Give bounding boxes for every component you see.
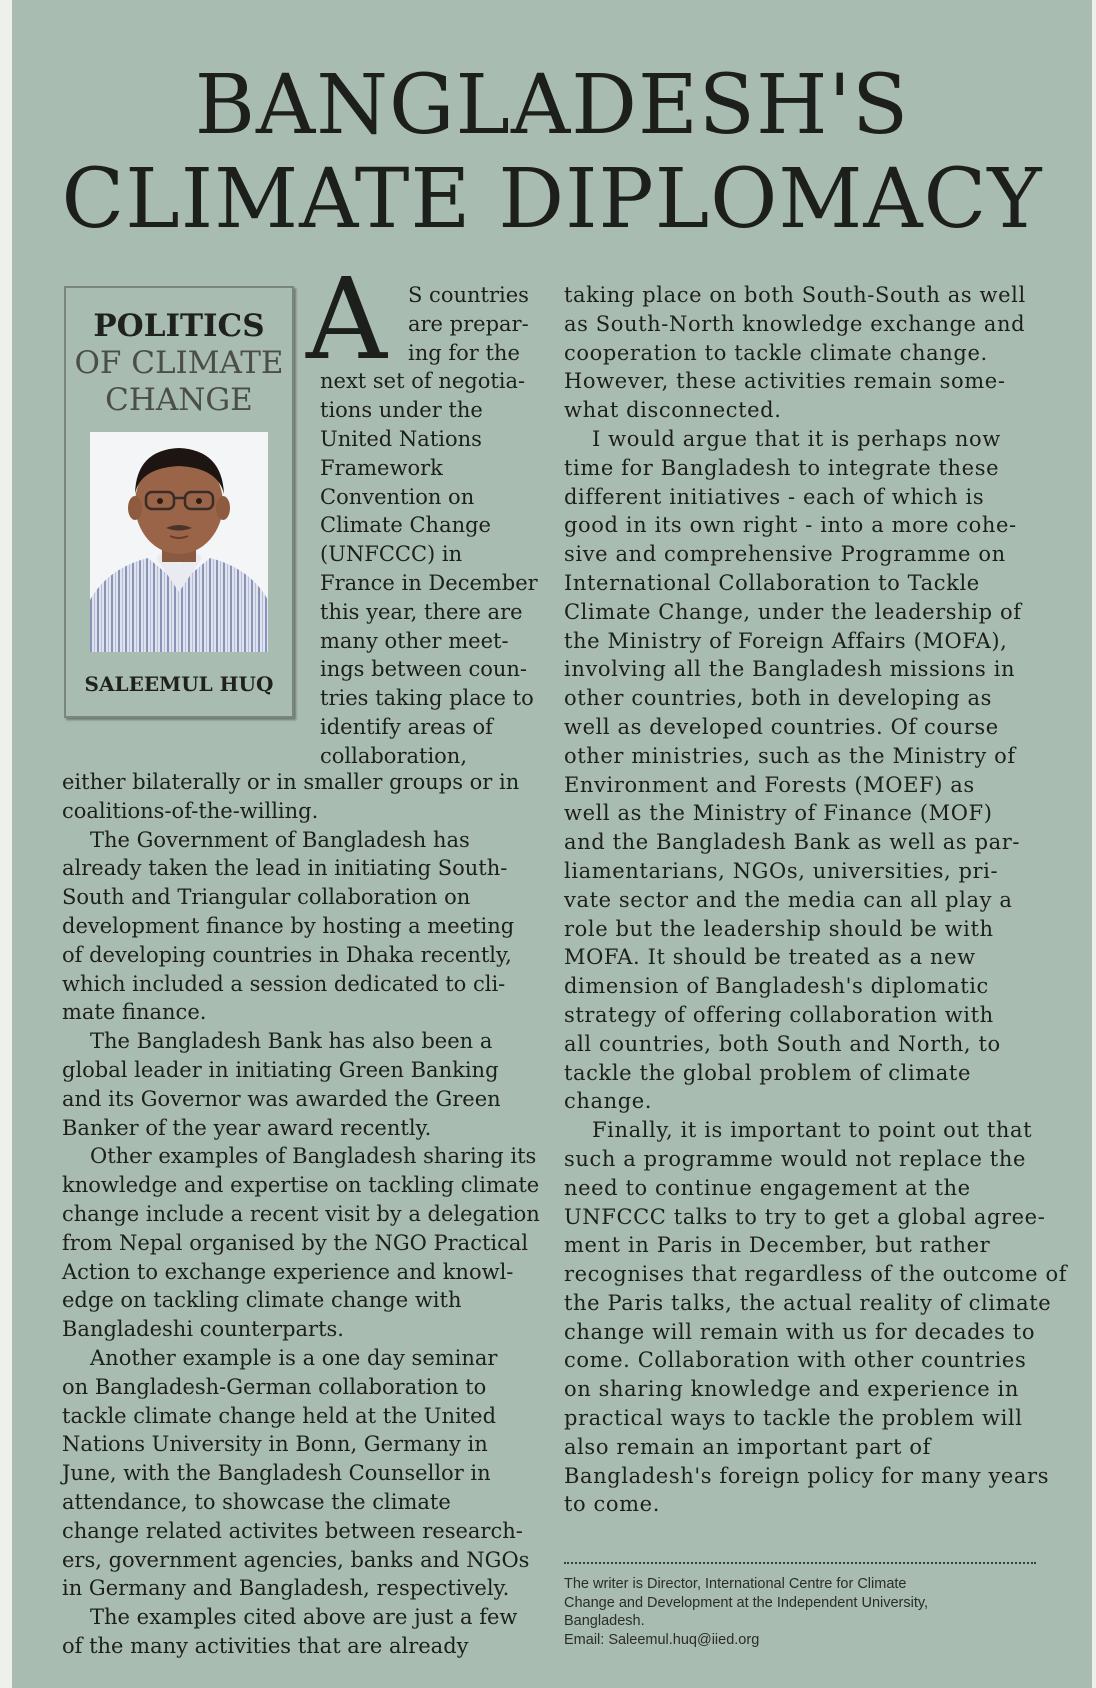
text-line: France in December — [320, 570, 538, 595]
text-line: The writer is Director, International Centre for Climate — [564, 1576, 907, 1592]
article-column-c — [564, 281, 1074, 1519]
text-line: (UNFCCC) in — [320, 542, 463, 567]
text-line: Convention on — [320, 484, 475, 509]
text-line: collaboration, — [320, 743, 467, 768]
text-line: I would argue that it is perhaps now — [592, 426, 1001, 451]
text-line: as South-North knowledge exchange and — [564, 311, 1026, 336]
text-line: come. Collaboration with other countries — [564, 1348, 1027, 1373]
text-line: well as the Ministry of Finance (MOF) — [564, 801, 993, 826]
text-line: Finally, it is important to point out that — [592, 1118, 1033, 1143]
text-line: change include a recent visit by a delegation — [62, 1201, 540, 1226]
text-line: knowledge and expertise on tackling climate — [62, 1173, 540, 1198]
text-line: dimension of Bangladesh's diplomatic — [564, 974, 989, 999]
footnote-divider — [564, 1562, 1036, 1564]
text-line: good in its own right - into a more cohe- — [564, 513, 1017, 538]
text-line: recognises that regardless of the outcome of — [564, 1262, 1068, 1287]
text-line: vate sector and the media can all play a — [564, 887, 1013, 912]
text-line: Change and Development at the Independent University, — [564, 1594, 929, 1611]
text-line: tackle climate change held at the United — [62, 1403, 497, 1428]
text-line: sive and comprehensive Programme on — [564, 542, 1006, 567]
text-line: Environment and Forests (MOEF) as — [564, 772, 975, 797]
text-line: Climate Change — [320, 513, 491, 538]
text-line: also remain an important part of — [564, 1434, 931, 1459]
text-line: The Government of Bangladesh has — [90, 827, 470, 852]
text-line: practical ways to tackle the problem will — [564, 1406, 1023, 1431]
column-sidebar-box — [64, 286, 294, 718]
text-line: different initiatives - each of which is — [564, 484, 985, 509]
text-line: identify areas of — [320, 714, 493, 739]
text-line: and the Bangladesh Bank as well as par- — [564, 830, 1021, 855]
text-line: change related activites between research- — [62, 1518, 523, 1543]
article-column-a — [320, 281, 550, 771]
text-line: on sharing knowledge and experience in — [564, 1377, 1019, 1402]
text-line: Bangladeshi counterparts. — [62, 1317, 344, 1342]
text-line: the Paris talks, the actual reality of climate — [564, 1290, 1052, 1315]
text-line: other countries, both in developing as — [564, 686, 993, 711]
text-line: Bangladesh's foreign policy for many years — [564, 1463, 1050, 1488]
text-line: International Collaboration to Tackle — [564, 570, 980, 595]
text-line: such a programme would not replace the — [564, 1146, 1026, 1171]
author-portrait-icon — [90, 432, 268, 652]
text-line: other ministries, such as the Ministry of — [564, 743, 1016, 768]
text-line: many other meet- — [320, 628, 509, 653]
text-line: The Bangladesh Bank has also been a — [90, 1029, 493, 1054]
text-line: Bangladesh. — [564, 1613, 645, 1629]
text-line: Nations University in Bonn, Germany in — [62, 1432, 488, 1457]
column-title-line-2: OF CLIMATE — [74, 345, 284, 381]
text-line: Other examples of Bangladesh sharing its — [90, 1144, 537, 1169]
text-line: of the many activities that are already — [62, 1633, 469, 1658]
text-line: However, these activities remain some- — [564, 369, 1006, 394]
newspaper-page — [12, 0, 1092, 1688]
text-line: ings between coun- — [320, 657, 528, 682]
text-line: Climate Change, under the leadership of — [564, 599, 1022, 624]
text-line: all countries, both South and North, to — [564, 1031, 1001, 1056]
text-line: Framework — [320, 455, 443, 480]
text-line: and its Governor was awarded the Green — [62, 1086, 501, 1111]
text-line: United Nations — [320, 426, 482, 451]
text-line: which included a session dedicated to cli- — [62, 971, 506, 996]
text-line: to come. — [564, 1492, 660, 1517]
text-line: S countries — [408, 283, 529, 307]
column-title-line-1: POLITICS — [93, 308, 265, 344]
text-line: cooperation to tackle climate change. — [564, 340, 988, 365]
text-line: change. — [564, 1089, 653, 1114]
text-line: ing for the — [408, 340, 520, 365]
text-line: South and Triangular collaboration on — [62, 885, 471, 910]
text-line: coalitions-of-the-willing. — [62, 798, 319, 823]
text-line: strategy of offering collaboration with — [564, 1002, 994, 1027]
text-line: change will remain with us for decades to — [564, 1319, 1036, 1344]
headline-line-2: CLIMATE DIPLOMACY — [61, 152, 1043, 247]
author-byline: SALEEMUL HUQ — [84, 672, 274, 696]
text-line: edge on tackling climate change with — [62, 1288, 462, 1313]
text-line: ers, government agencies, banks and NGOs — [62, 1547, 530, 1572]
text-line: mate finance. — [62, 1000, 207, 1025]
text-line: ment in Paris in December, but rather — [564, 1233, 991, 1258]
text-line: on Bangladesh-German collaboration to — [62, 1374, 487, 1399]
text-line: already taken the lead in initiating South- — [62, 856, 508, 881]
drop-cap: A — [306, 255, 387, 385]
text-line: tackle the global problem of climate — [564, 1060, 971, 1085]
text-line: from Nepal organised by the NGO Practical — [62, 1230, 529, 1255]
text-line: UNFCCC talks to try to get a global agree- — [564, 1204, 1046, 1229]
text-line: tions under the — [320, 398, 483, 423]
text-line: June, with the Bangladesh Counsellor in — [62, 1461, 491, 1486]
text-line: The examples cited above are just a few — [90, 1605, 518, 1630]
column-title — [66, 308, 292, 419]
text-line: global leader in initiating Green Banking — [62, 1057, 499, 1082]
text-line: liamentarians, NGOs, universities, pri- — [564, 858, 999, 883]
text-line: Another example is a one day seminar — [90, 1345, 498, 1370]
text-line: Banker of the year award recently. — [62, 1115, 432, 1140]
text-line: either bilaterally or in smaller groups or in — [62, 770, 520, 794]
text-line: Email: Saleemul.huq@iied.org — [564, 1631, 760, 1648]
text-line: what disconnected. — [564, 398, 782, 423]
text-line: the Ministry of Foreign Affairs (MOFA), — [564, 628, 1008, 653]
column-title-line-3: CHANGE — [105, 382, 253, 418]
text-line: need to continue engagement at the — [564, 1175, 971, 1200]
text-line: time for Bangladesh to integrate these — [564, 455, 1000, 480]
headline-line-1: BANGLADESH'S — [194, 58, 910, 153]
text-line: well as developed countries. Of course — [564, 714, 999, 739]
text-line: attendance, to showcase the climate — [62, 1489, 451, 1514]
text-line: tries taking place to — [320, 686, 534, 711]
text-line: this year, there are — [320, 599, 523, 624]
text-line: involving all the Bangladesh missions in — [564, 657, 1016, 682]
author-footnote — [564, 1575, 1044, 1649]
text-line: in Germany and Bangladesh, respectively. — [62, 1576, 510, 1601]
text-line: Action to exchange experience and knowl- — [62, 1259, 514, 1284]
text-line: of developing countries in Dhaka recently, — [62, 942, 512, 967]
author-photo — [90, 432, 268, 652]
text-line: MOFA. It should be treated as a new — [564, 945, 976, 970]
text-line: are prepar- — [408, 311, 529, 336]
text-line: role but the leadership should be with — [564, 916, 994, 941]
text-line: taking place on both South-South as well — [564, 283, 1026, 307]
text-line: next set of negotia- — [320, 369, 526, 394]
text-line: development finance by hosting a meeting — [62, 913, 515, 938]
article-column-b — [62, 768, 562, 1661]
